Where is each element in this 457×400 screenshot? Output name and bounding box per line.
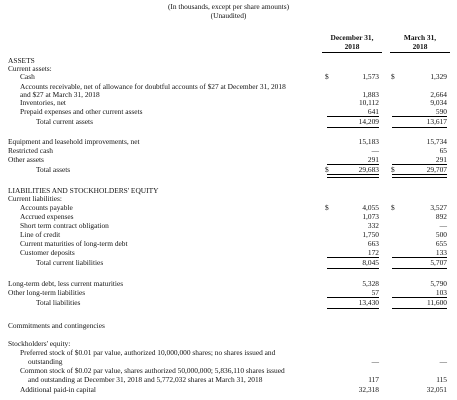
row-line-of-credit: Line of credit 1,750 500: [20, 230, 447, 239]
row-other-assets: Other assets 291 291: [8, 155, 447, 164]
row-inventories: Inventories, net 10,112 9,034: [20, 98, 447, 107]
row-total-liabilities: Total liabilities 13,430 11,600: [36, 298, 447, 307]
liabilities-heading: LIABILITIES AND STOCKHOLDERS' EQUITY: [8, 186, 159, 195]
row-accounts-receivable: and $27 at March 31, 2018 1,883 2,664: [20, 90, 447, 99]
row-accounts-receivable-line1: Accounts receivable, net of allowance for doubtful accounts of $27 at December 31, 2018: [20, 82, 286, 91]
row-total-assets: Total assets $ 29,683 $ 29,707: [36, 165, 447, 174]
rule: [327, 308, 379, 309]
row-cash: Cash $ 1,573 $ 1,329: [20, 72, 447, 81]
row-common-stock-line1: Common stock of $0.02 par value, shares authorized 50,000,000; 5,836,110 shares issued: [20, 366, 285, 375]
row-preferred-stock-line1: Preferred stock of $0.01 par value, authorized 10,000,000 shares; no shares issued and: [20, 348, 276, 357]
row-preferred-stock: outstanding — —: [28, 357, 447, 366]
row-restricted-cash: Restricted cash — 65: [8, 146, 447, 155]
row-current-maturities: Current maturities of long-term debt 663 655: [20, 239, 447, 248]
rule: [392, 127, 447, 128]
row-total-current-assets: Total current assets 14,209 13,617: [36, 117, 447, 126]
unaudited-note: (Unaudited): [210, 11, 247, 20]
row-common-stock: and outstanding at December 31, 2018 and 5,772,032 shares at March 31, 2018 117 115: [28, 375, 447, 384]
row-accounts-payable: Accounts payable $ 4,055 $ 3,527: [20, 203, 447, 212]
row-long-term-debt: Long-term debt, less current maturities 5,328 5,790: [8, 279, 447, 288]
row-total-current-liabilities: Total current liabilities 8,045 5,707: [36, 258, 447, 267]
rule: [392, 308, 447, 309]
stockholders-equity-heading: Stockholders' equity:: [8, 339, 71, 348]
units-note: (In thousands, except per share amounts): [167, 2, 290, 11]
current-liabilities-heading: Current liabilities:: [8, 194, 62, 203]
row-accrued-expenses: Accrued expenses 1,073 892: [20, 212, 447, 221]
rule: [327, 268, 379, 269]
column-header-march: March 31, 2018: [390, 33, 450, 51]
rule: [327, 127, 379, 128]
current-assets-heading: Current assets:: [8, 64, 52, 73]
commitments-heading: Commitments and contingencies: [8, 321, 105, 330]
row-other-long-term-liabilities: Other long-term liabilities 57 103: [8, 288, 447, 297]
column-header-december: December 31, 2018: [322, 33, 382, 51]
row-equipment: Equipment and leasehold improvements, net 15,183 15,734: [8, 137, 447, 146]
rule: [392, 268, 447, 269]
row-prepaid: Prepaid expenses and other current assets 641 590: [20, 107, 447, 116]
assets-heading: ASSETS: [8, 56, 35, 65]
row-short-term-contract: Short term contract obligation 332 —: [20, 221, 447, 230]
double-rule: [392, 174, 447, 178]
double-rule: [327, 174, 379, 178]
row-customer-deposits: Customer deposits 172 133: [20, 248, 447, 257]
row-additional-paid-in-capital: Additional paid-in capital 32,318 32,051: [20, 385, 447, 394]
